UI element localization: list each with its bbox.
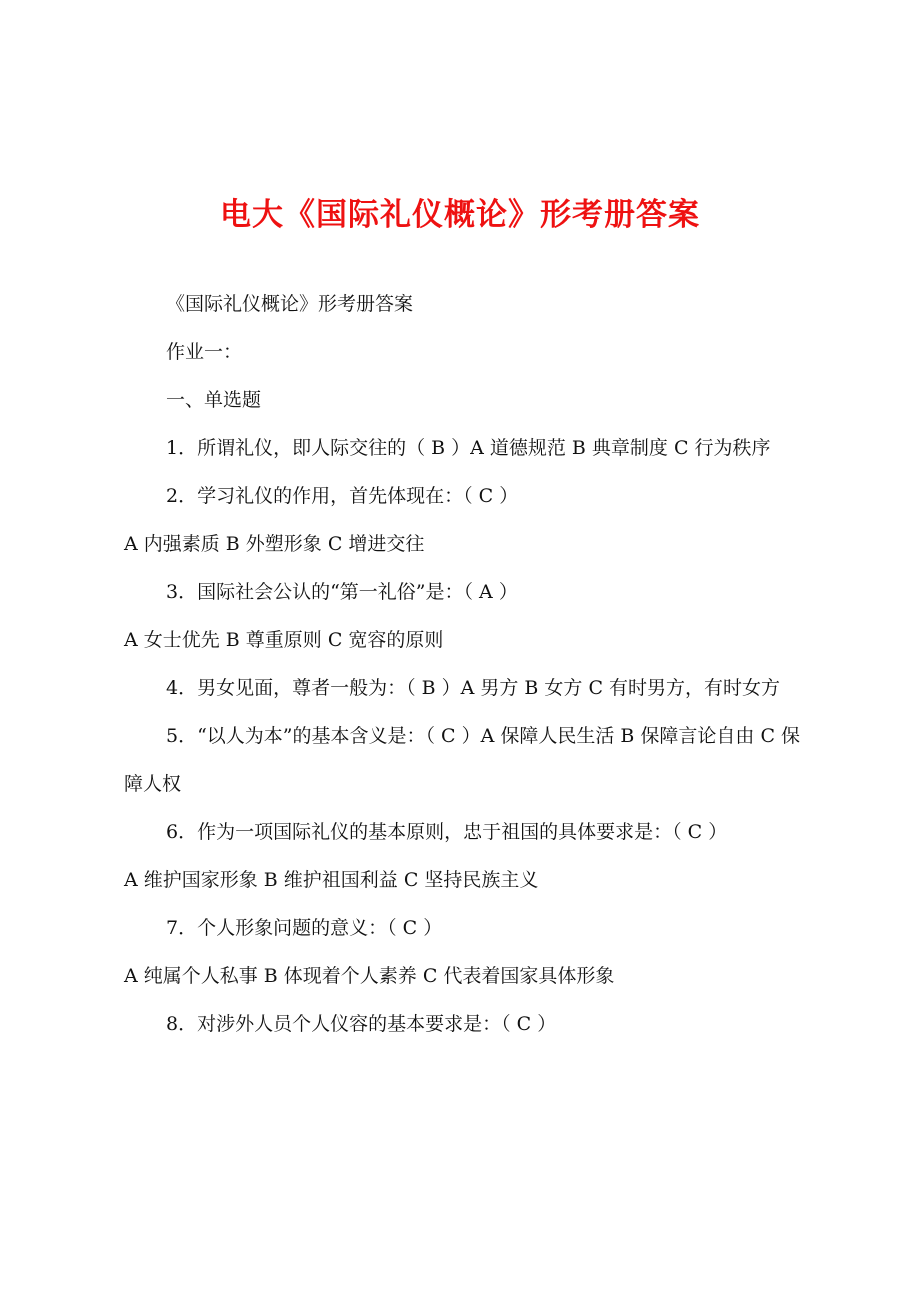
question-2-options: A 内强素质 B 外塑形象 C 增进交往 — [124, 533, 425, 555]
paragraph-assignment-heading: 作业一： — [166, 341, 243, 363]
question-2: 2．学习礼仪的作用，首先体现在：（ C ） — [166, 485, 519, 507]
question-1: 1．所谓礼仪，即人际交往的（ B ）A 道德规范 B 典章制度 C 行为秩序 — [166, 437, 771, 459]
document-title: 电大《国际礼仪概论》形考册答案 — [220, 197, 700, 233]
question-8: 8．对涉外人员个人仪容的基本要求是：（ C ） — [166, 1013, 557, 1035]
question-3: 3．国际社会公认的“第一礼俗”是：（ A ） — [166, 581, 518, 603]
question-3-options: A 女士优先 B 尊重原则 C 宽容的原则 — [124, 629, 444, 651]
document-body — [124, 280, 814, 1048]
question-6: 6．作为一项国际礼仪的基本原则，忠于祖国的具体要求是：（ C ） — [166, 821, 728, 843]
question-7: 7．个人形象问题的意义：（ C ） — [166, 917, 443, 939]
question-4: 4．男女见面，尊者一般为：（ B ）A 男方 B 女方 C 有时男方，有时女方 — [166, 677, 781, 699]
question-5: 5．“以人为本”的基本含义是：（ C ）A 保障人民生活 B 保障言论自由 C 保障人权 — [124, 725, 801, 795]
question-7-options: A 纯属个人私事 B 体现着个人素养 C 代表着国家具体形象 — [124, 965, 615, 987]
question-6-options: A 维护国家形象 B 维护祖国利益 C 坚持民族主义 — [124, 869, 539, 891]
paragraph-subtitle: 《国际礼仪概论》形考册答案 — [166, 293, 414, 315]
paragraph-section-heading: 一、单选题 — [166, 389, 262, 411]
